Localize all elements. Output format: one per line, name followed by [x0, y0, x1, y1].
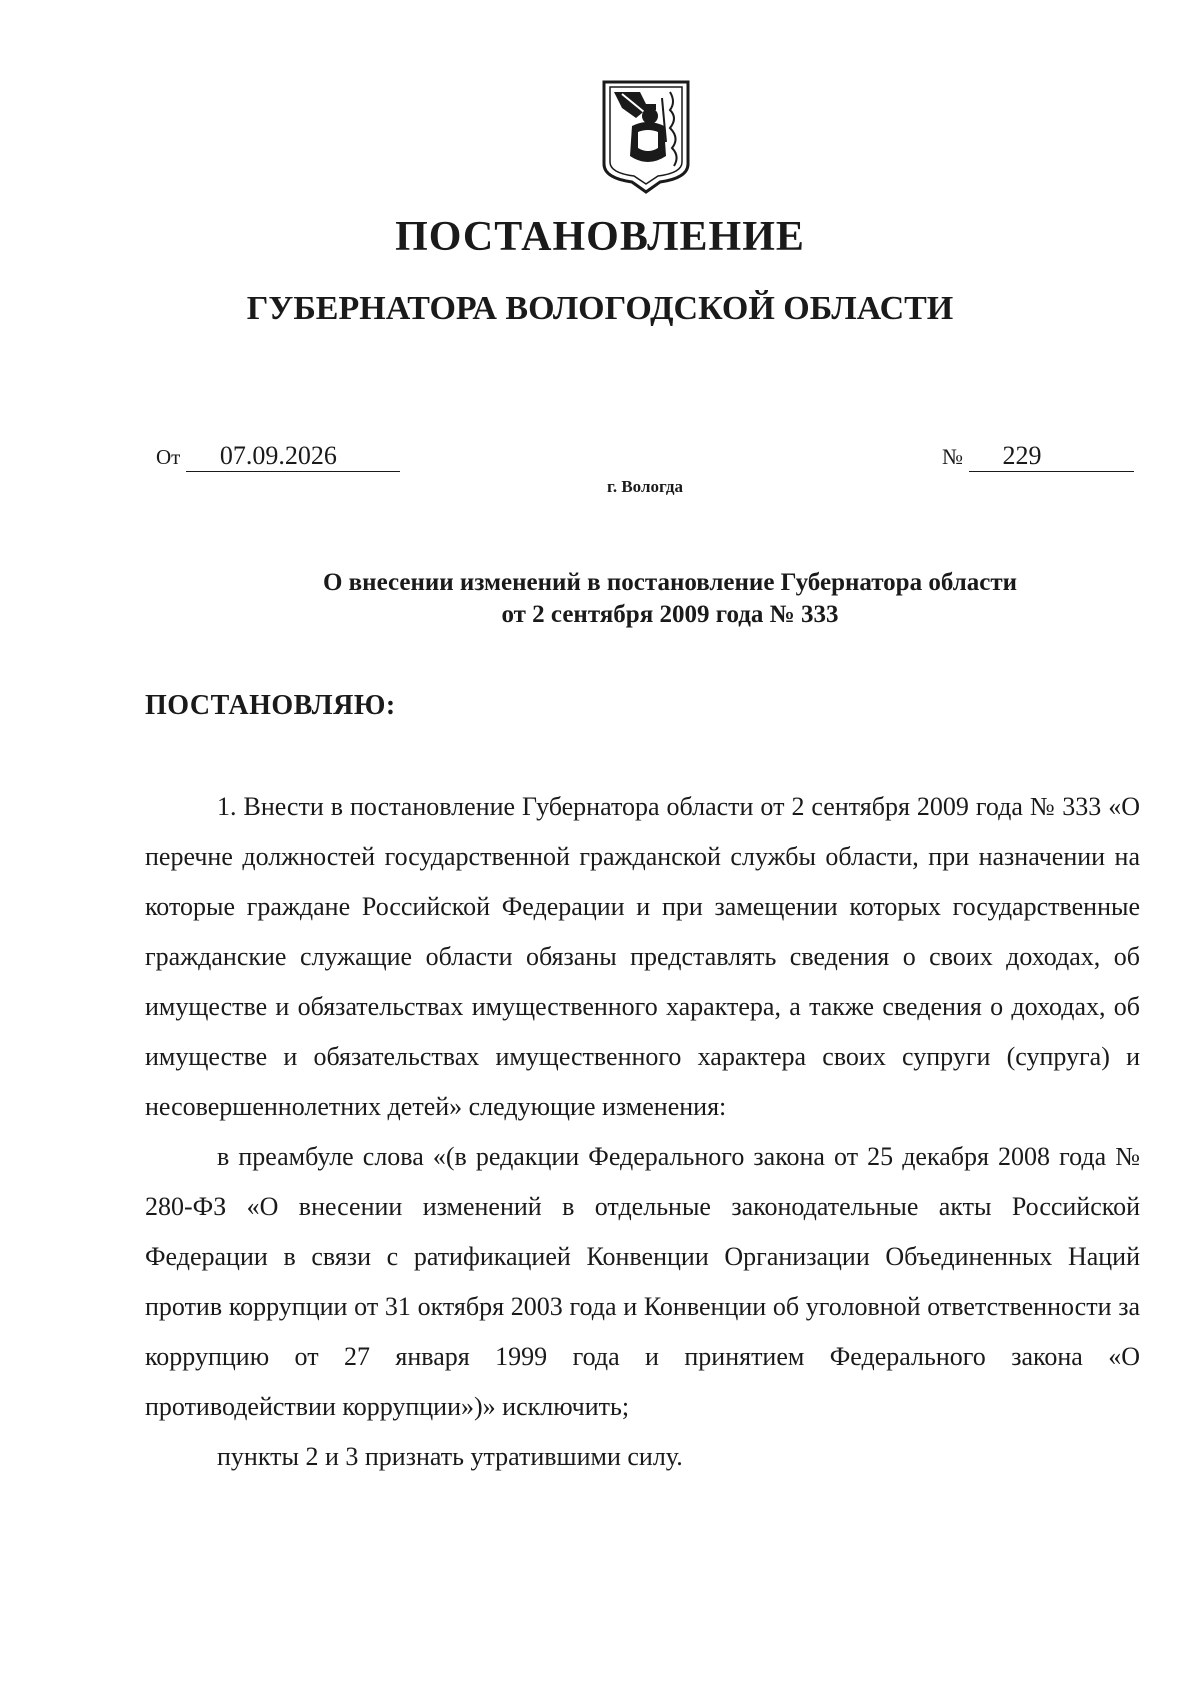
document-subject	[0, 567, 1200, 631]
subject-line-2: от 2 сентября 2009 года № 333	[501, 601, 839, 628]
body-paragraph-2: в преамбуле слова «(в редакции Федерального закона от 25 декабря 2008 года № 280-ФЗ «О внесении изменений в отдельные законодательные акты Российской Федерации в связи с ратификацией Конвенции Организации Объединенных Наций против коррупции от 31 октября 2003 года и Конвенции об уголовной ответственности за коррупцию от 27 января 1999 года и принятием Федерального закона «О противодействии коррупции»)» исключить;	[145, 1142, 1140, 1421]
decree-word: ПОСТАНОВЛЯЮ:	[145, 690, 396, 721]
document-date: 07.09.2026	[186, 443, 400, 472]
document-number: 229	[969, 443, 1134, 472]
body-paragraph-3: пункты 2 и 3 признать утратившими силу.	[217, 1442, 683, 1471]
document-title: ПОСТАНОВЛЕНИЕ	[395, 214, 805, 260]
city-label: г. Вологда	[607, 477, 683, 496]
subject-line-1: О внесении изменений в постановление Губернатора области	[322, 569, 1018, 596]
body-paragraph-1: 1. Внести в постановление Губернатора области от 2 сентября 2009 года № 333 «О перечне должностей государственной гражданской службы области, при назначении на которые граждане Российской Федерации и при замещении которых государственные гражданские служащие области обязаны представлять сведения о своих доходах, об имуществе и обязательствах имущественного характера, а также сведения о доходах, об имуществе и обязательствах имущественного характера своих супруги (супруга) и несовершеннолетних детей» следующие изменения:	[145, 792, 1140, 1121]
number-row	[942, 443, 1134, 472]
coat-of-arms-icon	[600, 78, 692, 194]
document-subtitle: ГУБЕРНАТОРА ВОЛОГОДСКОЙ ОБЛАСТИ	[246, 290, 954, 327]
document-body	[145, 782, 1140, 1482]
date-row	[156, 443, 400, 472]
number-prefix: №	[942, 444, 963, 469]
date-prefix: От	[156, 445, 181, 469]
